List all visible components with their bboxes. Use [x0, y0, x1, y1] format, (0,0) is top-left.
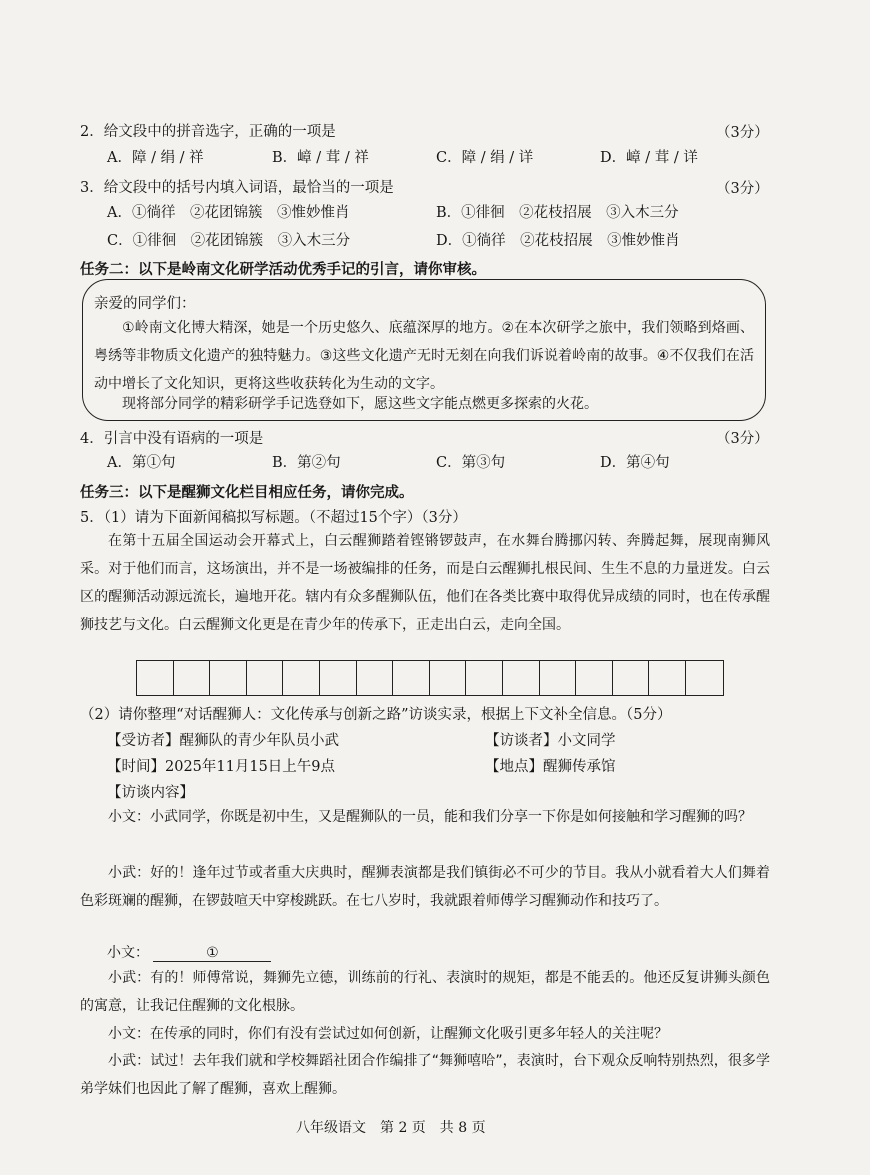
q3-option-b: B．①徘徊 ②花枝招展 ③入木三分 [436, 205, 679, 221]
q3-option-d: D．①徜徉 ②花枝招展 ③惟妙惟肖 [436, 233, 680, 249]
q3-option-a: A．①徜徉 ②花团锦簇 ③惟妙惟肖 [107, 205, 350, 221]
q2-option-c: C．障 / 绢 / 详 [436, 150, 534, 166]
q2-option-a: A．障 / 绢 / 祥 [107, 150, 204, 166]
page-footer: 八年级语文 第 2 页 共 8 页 [296, 1120, 486, 1136]
dialog-4: 小武：有的！师傅常说，舞狮先立德，训练前的行礼、表演时的规矩，都是不能丢的。他还反复讲狮头颜色的寓意，让我记住醒狮的文化根脉。 [80, 970, 770, 1014]
q2-stem: 2．给文段中的拼音选字，正确的一项是 [80, 124, 336, 140]
interview-place: 【地点】醒狮传承馆 [485, 759, 616, 775]
q3-stem: 3．给文段中的括号内填入词语，最恰当的一项是 [80, 180, 394, 196]
dialog-3 [107, 942, 271, 962]
interview-time: 【时间】2025年11月15日上午9点 [107, 759, 336, 775]
news-text: 在第十五届全国运动会开幕式上，白云醒狮踏着铿锵锣鼓声，在水舞台腾挪闪转、奔腾起舞，展现南狮风采。对于他们而言，这场演出，并不是一场被编排的任务，而是白云醒狮扎根民间、生生不息的力量迸发。白云区的醒狮活动源远流长，遍地开花。辖内有众多醒狮队伍，他们在各类比赛中取得优异成绩的同时，也在传承醒狮技艺与文化。白云醒狮文化更是在青少年的传承下，正走出白云，走向全国。 [80, 533, 770, 633]
q4-score: （3分） [716, 431, 769, 447]
dialog-1: 小文：小武同学，你既是初中生，又是醒狮队的一员，能和我们分享一下你是如何接触和学习醒狮的吗？ [108, 809, 752, 825]
q4-option-b: B．第②句 [272, 455, 341, 471]
interviewer: 【访谈者】小文同学 [485, 733, 616, 749]
dialog-6: 小武：试过！去年我们就和学校舞蹈社团合作编排了“舞狮嘻哈”，表演时，台下观众反响特别热烈，很多学弟学妹们也因此了解了醒狮，喜欢上醒狮。 [80, 1053, 770, 1097]
dialog-3-speaker: 小文： [107, 945, 149, 961]
q4-stem: 4．引言中没有语病的一项是 [80, 431, 264, 447]
q3-score: （3分） [716, 181, 769, 197]
intro-closing: 现将部分同学的精彩研学手记选登如下，愿这些文字能点燃更多探索的火花。 [122, 396, 598, 412]
intro-body: ①岭南文化博大精深，她是一个历史悠久、底蕴深厚的地方。②在本次研学之旅中，我们领略到烙画、粤绣等非物质文化遗产的独特魅力。③这些文化遗产无时无刻在向我们诉说着岭南的故事。④不仅我们在活动中增长了文化知识，更将这些收获转化为生动的文字。 [94, 320, 754, 392]
q2-option-d: D．嶂 / 茸 / 详 [600, 150, 698, 166]
dialog-5: 小文：在传承的同时，你们有没有尝试过如何创新，让醒狮文化吸引更多年轻人的关注呢？ [108, 1026, 668, 1042]
q4-option-d: D．第④句 [600, 455, 670, 471]
task2-heading: 任务二：以下是岭南文化研学活动优秀手记的引言，请你审核。 [80, 262, 486, 278]
interviewee: 【受访者】醒狮队的青少年队员小武 [107, 733, 339, 749]
q4-option-c: C．第③句 [436, 455, 506, 471]
q2-score: （3分） [716, 125, 769, 141]
q3-option-c: C．①徘徊 ②花团锦簇 ③入木三分 [107, 233, 351, 249]
dialog-2: 小武：好的！逢年过节或者重大庆典时，醒狮表演都是我们镇街必不可少的节目。我从小就看着大人们舞着色彩斑斓的醒狮，在锣鼓喧天中穿梭跳跃。在七八岁时，我就跟着师傅学习醒狮动作和技巧了。 [80, 865, 770, 909]
interview-content-label: 【访谈内容】 [107, 785, 194, 801]
title-answer-grid[interactable] [136, 660, 724, 696]
answer-blank-1[interactable] [153, 945, 271, 962]
intro-greeting: 亲爱的同学们： [94, 296, 196, 312]
task3-heading: 任务三：以下是醒狮文化栏目相应任务，请你完成。 [80, 485, 414, 501]
blank-number: ① [206, 945, 219, 961]
q4-option-a: A．第①句 [107, 455, 176, 471]
q5-part1: 5．（1）请为下面新闻稿拟写标题。（不超过15个字）（3分） [80, 510, 467, 526]
q2-option-b: B．嶂 / 茸 / 祥 [272, 150, 369, 166]
q5-part2: （2）请你整理“对话醒狮人：文化传承与创新之路”访谈实录，根据上下文补全信息。（5分） [80, 707, 672, 723]
